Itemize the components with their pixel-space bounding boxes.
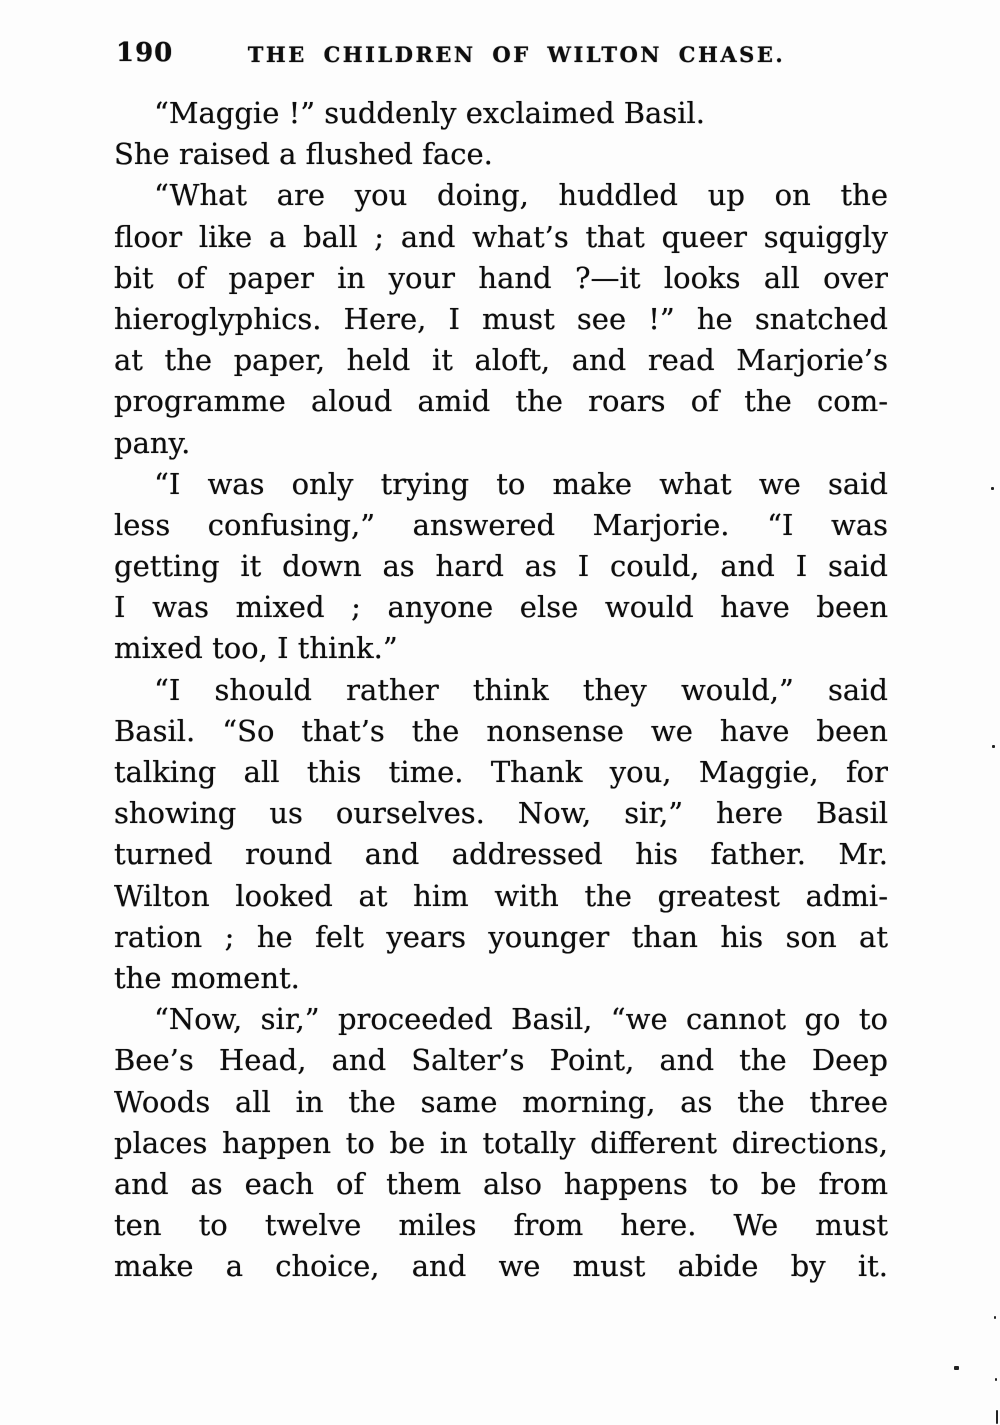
text-line: “Maggie !” suddenly exclaimed Basil. [154,96,705,130]
text-line: and as each of them also happens to be from [114,1166,888,1201]
text-line: She raised a flushed face. [114,137,493,172]
text-line: “Now, sir,” proceeded Basil, “we cannot go to [154,1002,888,1037]
text-line: Woods all in the same morning, as the three [114,1084,888,1119]
text-line: mixed too, I think.” [114,631,398,666]
text-line: at the paper, held it aloft, and read Marjorie’s [114,343,888,378]
text-line: ten to twelve miles from here. We must [114,1208,888,1243]
text-line: less confusing,” answered Marjorie. “I was [114,507,888,542]
text-line: programme aloud amid the roars of the com- [114,384,888,419]
text-line: talking all this time. Thank you, Maggie, for [114,755,888,789]
scan-speck [954,1366,959,1370]
scan-speck [995,1378,997,1381]
text-line: showing us ourselves. Now, sir,” here Basil [114,796,888,831]
page-header [114,36,888,70]
text-line: “I was only trying to make what we said [154,466,888,501]
text-line: hieroglyphics. Here, I must see !” he snatched [114,301,888,336]
scan-speck [994,1316,996,1319]
text-line: the moment. [114,960,300,995]
text-line: I was mixed ; anyone else would have been [114,590,888,625]
running-title: THE CHILDREN OF WILTON CHASE. [247,42,786,67]
text-line: pany. [114,425,191,460]
scan-speck [991,487,994,490]
scan-speck [992,745,995,748]
text-line: Bee’s Head, and Salter’s Point, and the Deep [114,1043,888,1078]
text-line: getting it down as hard as I could, and I said [114,549,888,584]
text-line: “I should rather think they would,” said [154,672,888,707]
text-line: turned round and addressed his father. Mr. [114,837,888,872]
text-line: make a choice, and we must abide by it. [114,1249,888,1284]
text-line: Basil. “So that’s the nonsense we have been [114,713,888,748]
page-number: 190 [116,38,174,68]
text-line: places happen to be in totally different directions, [114,1125,888,1160]
text-line: ration ; he felt years younger than his son at [114,919,888,954]
text-line: floor like a ball ; and what’s that queer squiggly [114,219,888,254]
text-line: “What are you doing, huddled up on the [154,178,888,213]
scan-speck [996,1410,998,1424]
body-text [114,93,888,1287]
text-line: bit of paper in your hand ?—it looks all over [114,260,888,295]
text-line: Wilton looked at him with the greatest admi- [114,878,888,913]
